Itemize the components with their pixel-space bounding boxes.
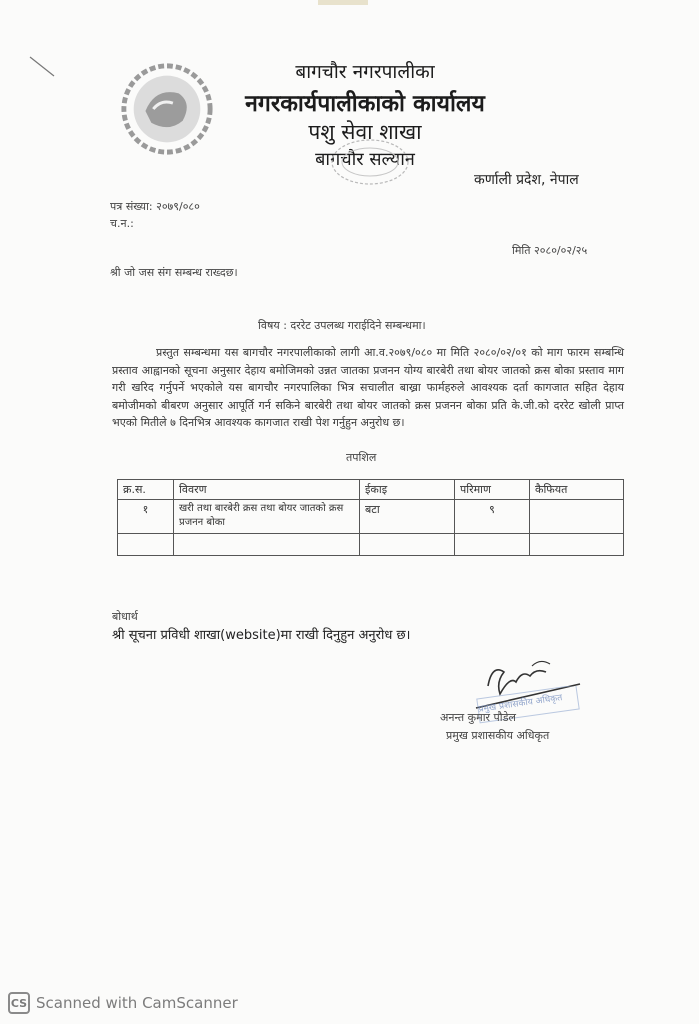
tapsil-label: तपशिल (346, 451, 377, 464)
table-row (118, 500, 624, 534)
table-cell (530, 534, 624, 556)
table-header-cell: परिमाण (455, 480, 530, 500)
camscanner-logo-icon: CS (8, 992, 30, 1014)
table-cell: १ (118, 500, 174, 534)
municipality-name: बागचौर नगरपालीका (295, 61, 435, 83)
letter-date: मिति २०८०/०२/२५ (512, 244, 588, 257)
table-header-cell: कैफियत (530, 480, 624, 500)
table-cell (118, 534, 174, 556)
table-header-cell: विवरण (174, 480, 360, 500)
subject-line: विषय : दररेट उपलब्ध गराईदिने सम्बन्धमा। (258, 319, 426, 332)
table-cell: बटा (360, 500, 455, 534)
table-cell: खरी तथा बारबेरी क्रस तथा बोयर जातको क्रस प्रजनन बोका (174, 500, 360, 534)
signatory-title: प्रमुख प्रशासकीय अधिकृत (446, 729, 550, 742)
watermark-text: Scanned with CamScanner (36, 994, 238, 1012)
office-name: नगरकार्यपालीकाको कार्यालय (245, 91, 485, 117)
table-cell (174, 534, 360, 556)
table-cell (530, 500, 624, 534)
dispatch-number: च.न.: (110, 217, 134, 230)
table-cell (360, 534, 455, 556)
details-table (117, 479, 624, 556)
stamp-text: प्रमुख प्रशासकीय अधिकृत (477, 693, 563, 715)
camscanner-watermark (8, 992, 238, 1014)
bodharth-label: बोधार्थ (112, 610, 138, 623)
table-cell: ९ (455, 500, 530, 534)
table-row (118, 534, 624, 556)
letter-number: पत्र संख्या: २०७९/०८० (110, 200, 200, 213)
signatory-name: अनन्त कुमार पौडेल (440, 711, 516, 724)
table-cell (455, 534, 530, 556)
office-stamp (325, 133, 415, 191)
table-header-cell: क्र.स. (118, 480, 174, 500)
body-paragraph: प्रस्तुत सम्बन्धमा यस बागचौर नगरपालीकाको लागी आ.व.२०७९/०८० मा मिति २०८०/०२/०१ को माग फारम सम्बन्धि प्रस्ताव आह्वानको सूचना अनुसार देहाय बमोजिमको उन्नत जातका प्रजनन योग्य बारबेरी तथा बोयर जातको क्रस बोका प्रस्ताव माग गरी खरिद गर्नुपर्ने भएकोले यस बागचौर नगरपालिका भित्र सचालीत बाख्रा फार्महरुले आवश्यक दर्ता कागजात सहित देहाय बमोजीमको बीबरण अनुसार आपूर्ति गर्न सकिने बारबेरी तथा बोयर जातको क्रस प्रजनन बोका प्रति के.जी.को दररेट खोली प्राप्त भएको मितीले ७ दिनभित्र आवश्यक कागजात राखी पेश गर्नुहुन अनुरोध छ। (112, 346, 624, 429)
table-header-row (118, 480, 624, 500)
recipient: श्री जो जस संग सम्बन्ध राख्दछ। (110, 266, 238, 279)
table-header-cell: ईकाइ (360, 480, 455, 500)
scan-smudge (318, 0, 368, 5)
bodharth-text: श्री सूचना प्रविधी शाखा(website)मा राखी दिनुहुन अनुरोध छ। (112, 628, 411, 643)
section-name: पशु सेवा शाखा (308, 120, 422, 144)
province-label: कर्णाली प्रदेश, नेपाल (474, 172, 579, 188)
office-location: बागचौर सल्यान (315, 149, 415, 170)
scan-mark (28, 54, 58, 80)
